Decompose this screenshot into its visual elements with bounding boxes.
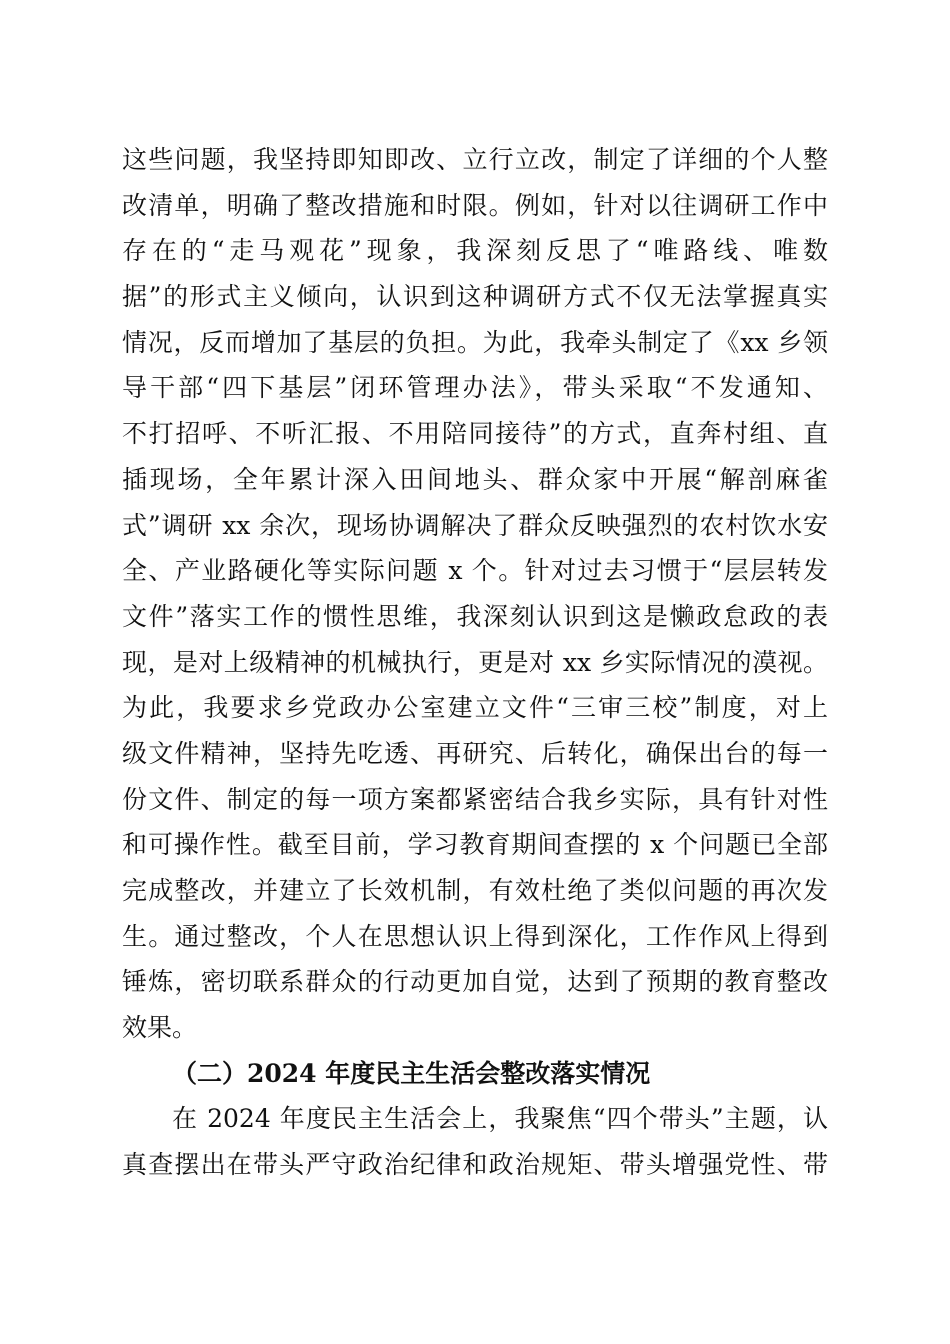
paragraph-line: 在 2024 年度民主生活会上，我聚焦“四个带头”主题，认 xyxy=(172,1104,828,1134)
paragraph-line: 插现场，全年累计深入田间地头、群众家中开展“解剖麻雀 xyxy=(122,464,828,494)
paragraph-line: 式”调研 xx 余次，现场协调解决了群众反映强烈的农村饮水安 xyxy=(122,510,828,540)
paragraph-line: 改清单，明确了整改措施和时限。例如，针对以往调研工作中 xyxy=(122,190,828,220)
paragraph-line: 为此，我要求乡党政办公室建立文件“三审三校”制度，对上 xyxy=(122,693,828,723)
paragraph-line: 情况，反而增加了基层的负担。为此，我牵头制定了《xx 乡领 xyxy=(122,327,828,357)
paragraph-line: 全、产业路硬化等实际问题 x 个。针对过去习惯于“层层转发 xyxy=(122,556,828,586)
section-heading: （二）2024 年度民主生活会整改落实情况 xyxy=(172,1058,651,1088)
document-body xyxy=(122,137,828,1188)
paragraph-line: 存在的“走马观花”现象，我深刻反思了“唯路线、唯数 xyxy=(122,236,828,266)
paragraph-line: 份文件、制定的每一项方案都紧密结合我乡实际，具有针对性 xyxy=(122,784,828,814)
paragraph-line: 效果。 xyxy=(122,1013,198,1043)
paragraph-line: 不打招呼、不听汇报、不用陪同接待”的方式，直奔村组、直 xyxy=(122,419,828,449)
paragraph-line: 现，是对上级精神的机械执行，更是对 xx 乡实际情况的漠视。 xyxy=(122,647,828,677)
paragraph-line: 真查摆出在带头严守政治纪律和政治规矩、带头增强党性、带 xyxy=(122,1150,828,1180)
paragraph-line: 导干部“四下基层”闭环管理办法》，带头采取“不发通知、 xyxy=(122,373,828,403)
paragraph-line: 和可操作性。截至目前，学习教育期间查摆的 x 个问题已全部 xyxy=(122,830,828,860)
paragraph-line: 生。通过整改，个人在思想认识上得到深化，工作作风上得到 xyxy=(122,921,828,951)
paragraph-line: 文件”落实工作的惯性思维，我深刻认识到这是懒政怠政的表 xyxy=(122,601,828,631)
paragraph-democratic-life-meeting xyxy=(122,1096,828,1187)
paragraph-rectification xyxy=(122,137,828,1051)
paragraph-line: 锤炼，密切联系群众的行动更加自觉，达到了预期的教育整改 xyxy=(122,967,828,997)
paragraph-line: 完成整改，并建立了长效机制，有效杜绝了类似问题的再次发 xyxy=(122,876,828,905)
paragraph-line: 据”的形式主义倾向，认识到这种调研方式不仅无法掌握真实 xyxy=(122,282,828,312)
paragraph-line: 这些问题，我坚持即知即改、立行立改，制定了详细的个人整 xyxy=(122,145,828,174)
paragraph-line: 级文件精神，坚持先吃透、再研究、后转化，确保出台的每一 xyxy=(122,738,828,768)
